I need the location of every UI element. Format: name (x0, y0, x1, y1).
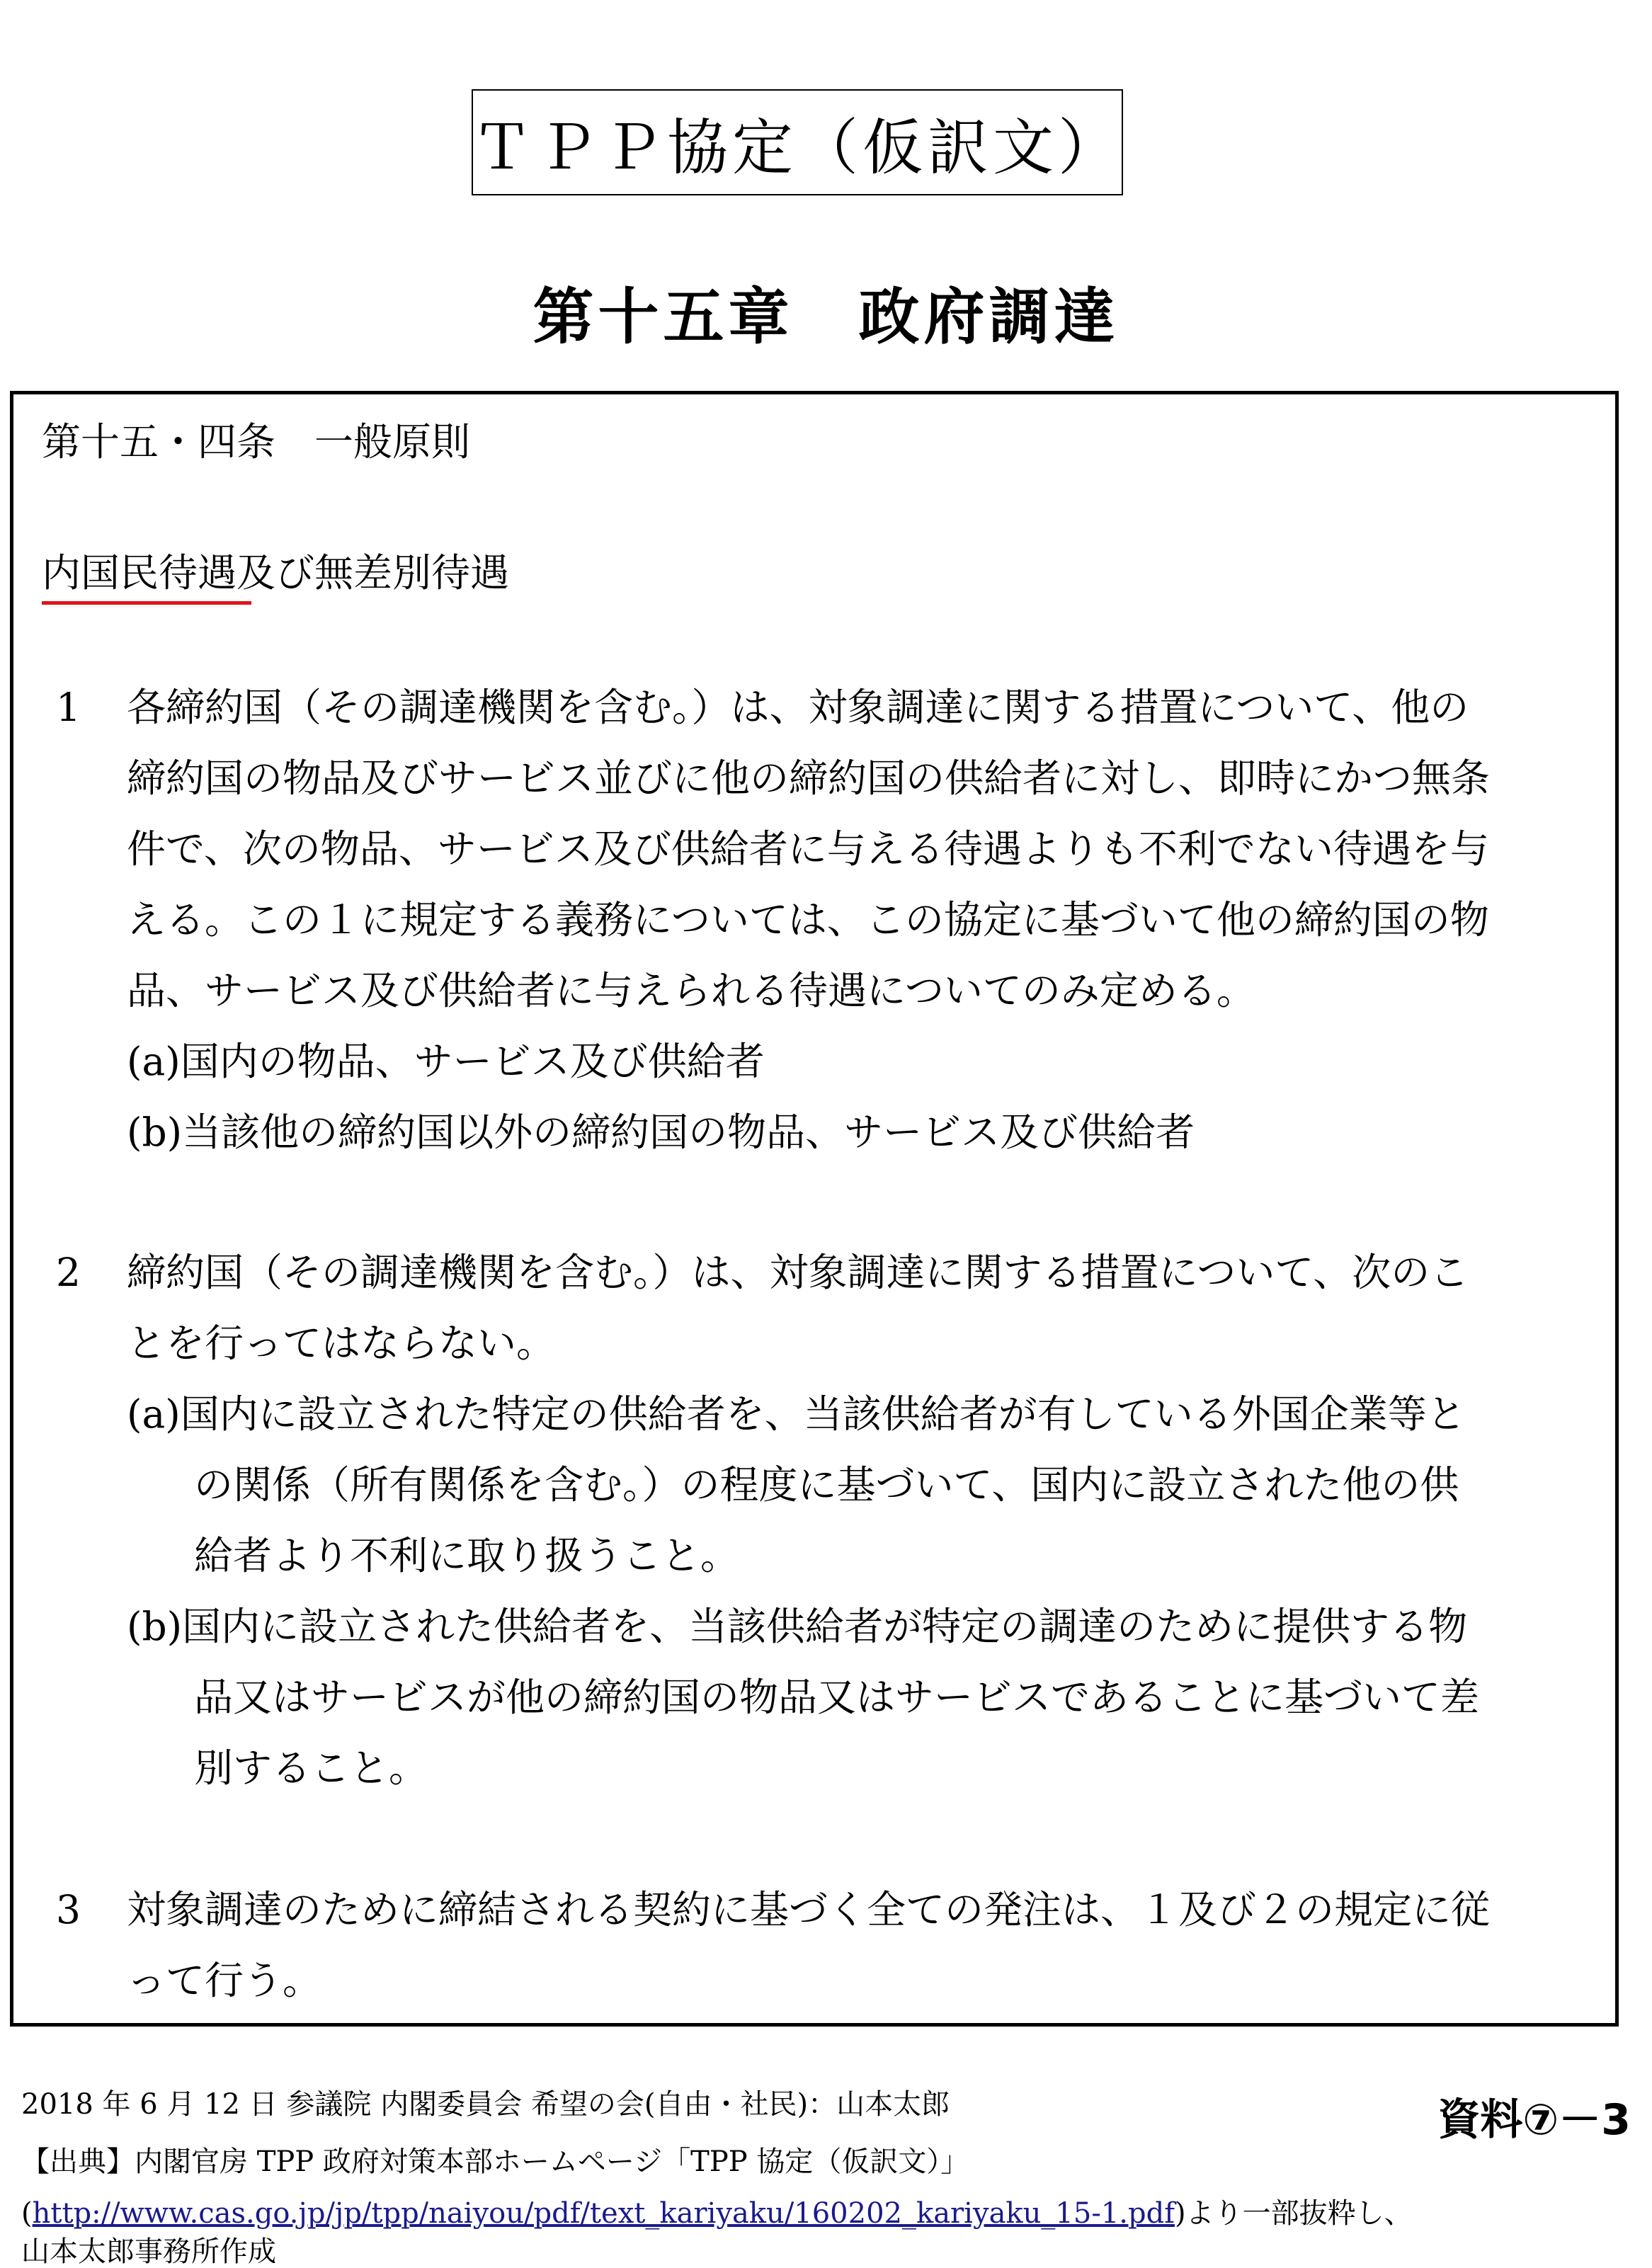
list-item: (a)国内に設立された特定の供給者を、当該供給者が有している外国企業等と (127, 1391, 1466, 1437)
list-item-continuation: 別すること。 (194, 1745, 428, 1791)
footer-source: 【出典】内閣官房 TPP 政府対策本部ホームページ「TPP 協定（仮訳文）」 (21, 2146, 969, 2178)
article-box (10, 391, 1619, 2027)
list-item: (b)当該他の締約国以外の締約国の物品、サービス及び供給者 (127, 1110, 1195, 1155)
paragraph-line: 品、サービス及び供給者に与えられる待遇についてのみ定める。 (127, 968, 1255, 1013)
paragraph-line: える。この１に規定する義務については、この協定に基づいて他の締約国の物 (127, 897, 1489, 942)
paragraph-line: って行う。 (127, 1958, 322, 2003)
paragraph-line: とを行ってはならない。 (127, 1321, 556, 1366)
article-subheading: 内国民待遇及び無差別待遇 (42, 550, 510, 596)
paragraph-line: 各締約国（その調達機関を含む。）は、対象調達に関する措置について、他の (127, 685, 1469, 730)
url-suffix: )より一部抜粋し、 (1175, 2197, 1413, 2230)
paragraph-line: 締約国の物品及びサービス並びに他の締約国の供給者に対し、即時にかつ無条 (127, 756, 1491, 801)
list-item-continuation: 品又はサービスが他の締約国の物品又はサービスであることに基づいて差 (194, 1675, 1480, 1720)
paragraph-line: 件で、次の物品、サービス及び供給者に与える待遇よりも不利でない待遇を与 (127, 826, 1489, 872)
article-title: 第十五・四条 一般原則 (42, 419, 471, 465)
list-item-continuation: の関係（所有関係を含む。）の程度に基づいて、国内に設立された他の供 (194, 1462, 1459, 1508)
footer-author: 山本太郎事務所作成 (21, 2235, 276, 2268)
footer-source-url-line (21, 2199, 1413, 2228)
red-underline-mark (42, 601, 251, 605)
paragraph-number: 3 (56, 1887, 81, 1932)
paragraph-number: 2 (56, 1250, 81, 1295)
url-prefix: ( (21, 2197, 33, 2230)
paragraph-line: 締約国（その調達機関を含む。）は、対象調達に関する措置について、次のこ (127, 1250, 1469, 1295)
list-item: (a)国内の物品、サービス及び供給者 (127, 1039, 765, 1084)
paragraph-number: 1 (56, 685, 81, 730)
list-item-continuation: 給者より不利に取り扱うこと。 (194, 1533, 740, 1578)
document-title: ＴＰＰ協定（仮訳文） (472, 113, 1123, 183)
paragraph-line: 対象調達のために締結される契約に基づく全ての発注は、１及び２の規定に従 (127, 1887, 1491, 1932)
document-title-box (472, 89, 1123, 195)
document-label: 資料⑦－3 (1437, 2095, 1631, 2145)
list-item: (b)国内に設立された供給者を、当該供給者が特定の調達のために提供する物 (127, 1604, 1468, 1649)
chapter-heading: 第十五章 政府調達 (532, 282, 1120, 353)
source-url-link[interactable]: http://www.cas.go.jp/jp/tpp/naiyou/pdf/text_kariyaku/160202_kariyaku_15-1.pdf (32, 2197, 1175, 2230)
footer-meeting-info: 2018 年 6 月 12 日 参議院 内閣委員会 希望の会(自由・社民)：山本太郎 (21, 2088, 950, 2121)
